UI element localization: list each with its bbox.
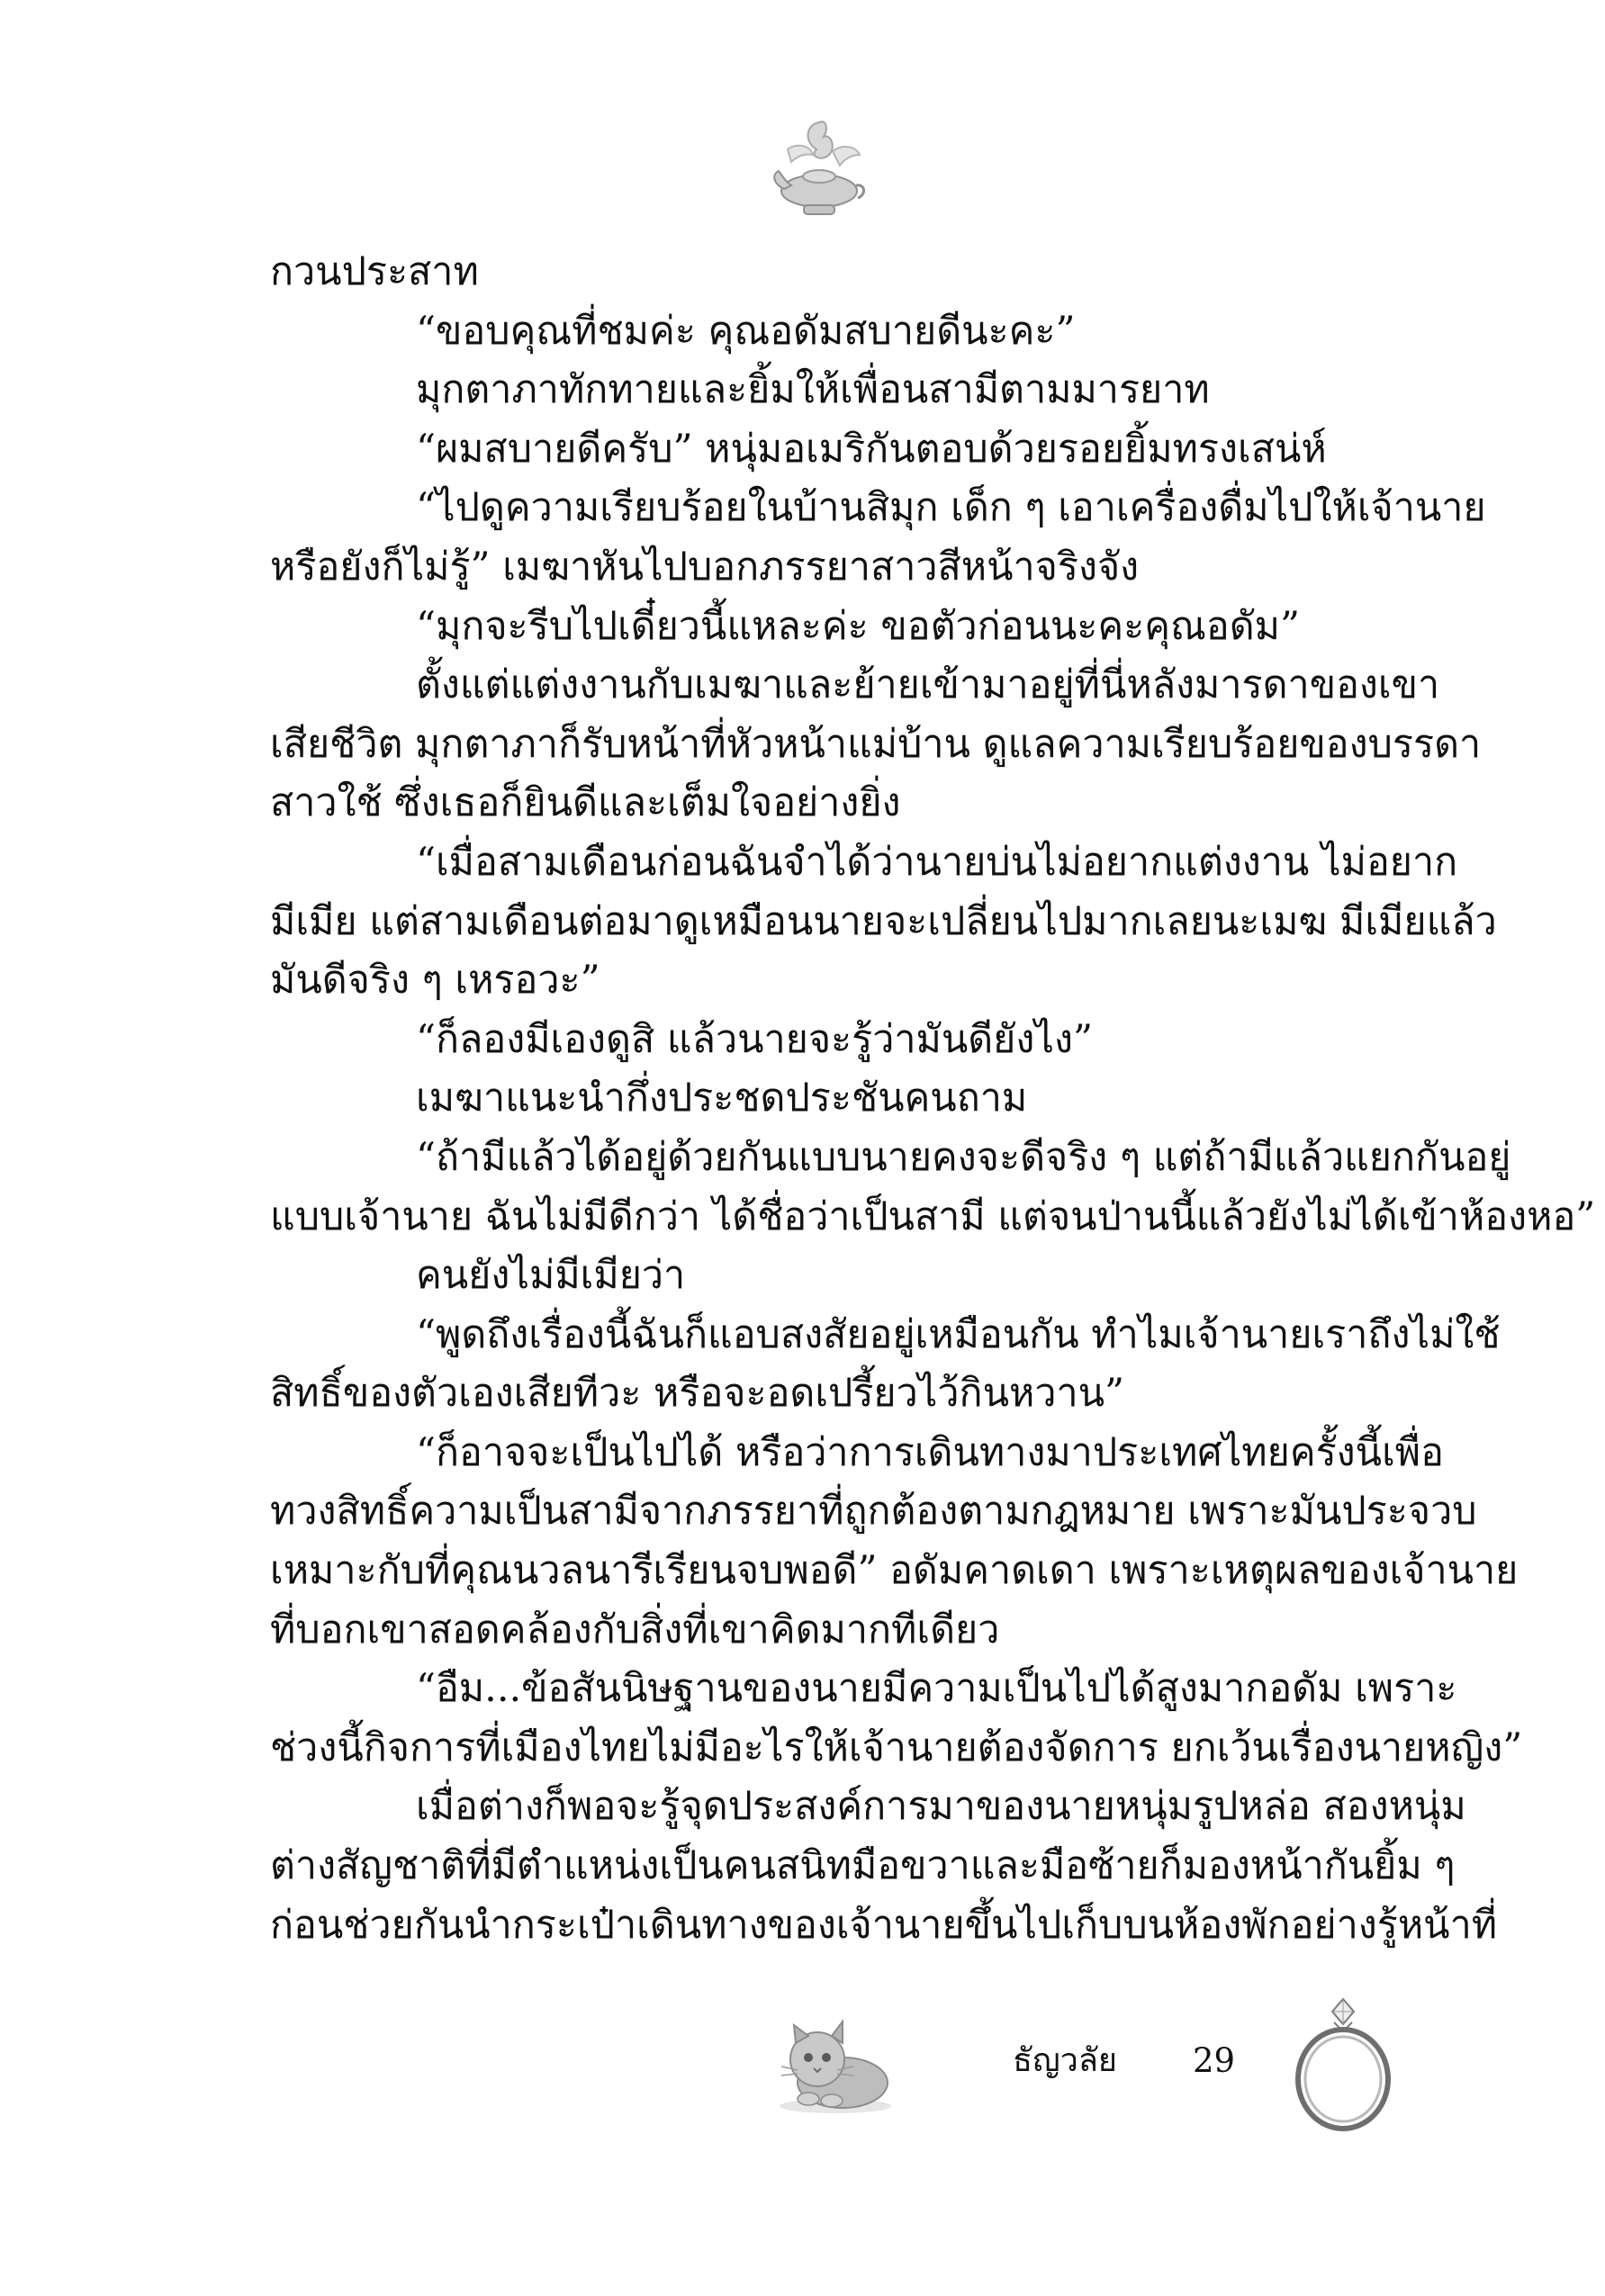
text-line-17: แบบเจ้านาย ฉันไม่มีดีกว่า ได้ชื่อว่าเป็นสามี แต่จนป่านนี้แล้วยังไม่ได้เข้าห้องหอ” [270,1193,1596,1239]
body-text [270,243,1596,1955]
text-line-20: สิทธิ์ของตัวเองเสียทีวะ หรือจะอดเปรี้ยวไว้กินหวาน” [270,1371,1124,1417]
text-line-12: มีเมีย แต่สามเดือนต่อมาดูเหมือนนายจะเปลี่ยนไปมากเลยนะเมฆ มีเมียแล้ว [270,898,1497,944]
text-line-2: “ขอบคุณที่ชมค่ะ คุณอดัมสบายดีนะคะ” [416,308,1076,354]
text-line-26: ช่วงนี้กิจการที่เมืองไทยไม่มีอะไรให้เจ้านายต้องจัดการ ยกเว้นเรื่องนายหญิง” [270,1724,1523,1770]
text-line-16: “ถ้ามีแล้วได้อยู่ด้วยกันแบบนายคงจะดีจริง ๆ แต่ถ้ามีแล้วแยกกันอยู่ [416,1134,1511,1180]
text-line-8: ตั้งแต่แต่งงานกับเมฆาและย้ายเข้ามาอยู่ที่นี่หลังมารดาของเขา [416,662,1440,708]
genie-lamp-icon [770,106,869,223]
text-line-28: ต่างสัญชาติที่มีตำแหน่งเป็นคนสนิทมือขวาและมือซ้ายก็มองหน้ากันยิ้ม ๆ [270,1843,1456,1889]
text-line-19: “พูดถึงเรื่องนี้ฉันก็แอบสงสัยอยู่เหมือนกัน ทำไมเจ้านายเราถึงไม่ใช้ [416,1311,1501,1357]
text-line-4: “ผมสบายดีครับ” หนุ่มอเมริกันตอบด้วยรอยยิ้มทรงเสน่ห์ [416,426,1327,472]
text-line-6: หรือยังก็ไม่รู้” เมฆาหันไปบอกภรรยาสาวสีหน้าจริงจัง [270,544,1140,590]
text-line-29: ก่อนช่วยกันนำกระเป๋าเดินทางของเจ้านายขึ้นไปเก็บบนห้องพักอย่างรู้หน้าที่ [270,1902,1498,1948]
text-line-21: “ก็อาจจะเป็นไปได้ หรือว่าการเดินทางมาประเทศไทยครั้งนี้เพื่อ [416,1429,1444,1475]
author-name: ธัญวลัย [1013,2042,1118,2079]
text-line-3: มุกตาภาทักทายและยิ้มให้เพื่อนสามีตามมารยาท [416,367,1210,413]
cat-photo-icon [772,2016,898,2115]
text-line-11: “เมื่อสามเดือนก่อนฉันจำได้ว่านายบ่นไม่อยากแต่งงาน ไม่อยาก [416,839,1458,885]
text-line-15: เมฆาแนะนำกึ่งประชดประชันคนถาม [416,1076,1028,1121]
text-line-24: ที่บอกเขาสอดคล้องกับสิ่งที่เขาคิดมากทีเดียว [270,1607,1000,1652]
text-line-7: “มุกจะรีบไปเดี๋ยวนี้แหละค่ะ ขอตัวก่อนนะคะคุณอดัม” [416,603,1300,649]
text-line-13: มันดีจริง ๆ เหรอวะ” [270,958,600,1004]
text-line-14: “ก็ลองมีเองดูสิ แล้วนายจะรู้ว่ามันดียังไง” [416,1016,1093,1062]
text-line-23: เหมาะกับที่คุณนวลนารีเรียนจบพอดี” อดัมคาดเดา เพราะเหตุผลของเจ้านาย [270,1548,1519,1594]
text-line-1: กวนประสาท [270,249,479,294]
diamond-ring-icon [1287,1994,1400,2138]
text-line-10: สาวใช้ ซึ่งเธอก็ยินดีและเต็มใจอย่างยิ่ง [270,780,901,826]
text-line-18: คนยังไม่มีเมียว่า [416,1253,686,1299]
text-line-5: “ไปดูความเรียบร้อยในบ้านสิมุก เด็ก ๆ เอาเครื่องดื่มไปให้เจ้านาย [416,485,1486,531]
text-line-27: เมื่อต่างก็พอจะรู้จุดประสงค์การมาของนายหนุ่มรูปหล่อ สองหนุ่ม [416,1784,1466,1830]
text-line-9: เสียชีวิต มุกตาภาก็รับหน้าที่หัวหน้าแม่บ้าน ดูแลความเรียบร้อยของบรรดา [270,721,1482,767]
page-number: 29 [1193,2041,1236,2080]
text-line-22: ทวงสิทธิ์ความเป็นสามีจากภรรยาที่ถูกต้องตามกฎหมาย เพราะมันประจวบ [270,1489,1477,1535]
text-line-25: “อืม...ข้อสันนิษฐานของนายมีความเป็นไปได้สูงมากอดัม เพราะ [416,1666,1457,1712]
